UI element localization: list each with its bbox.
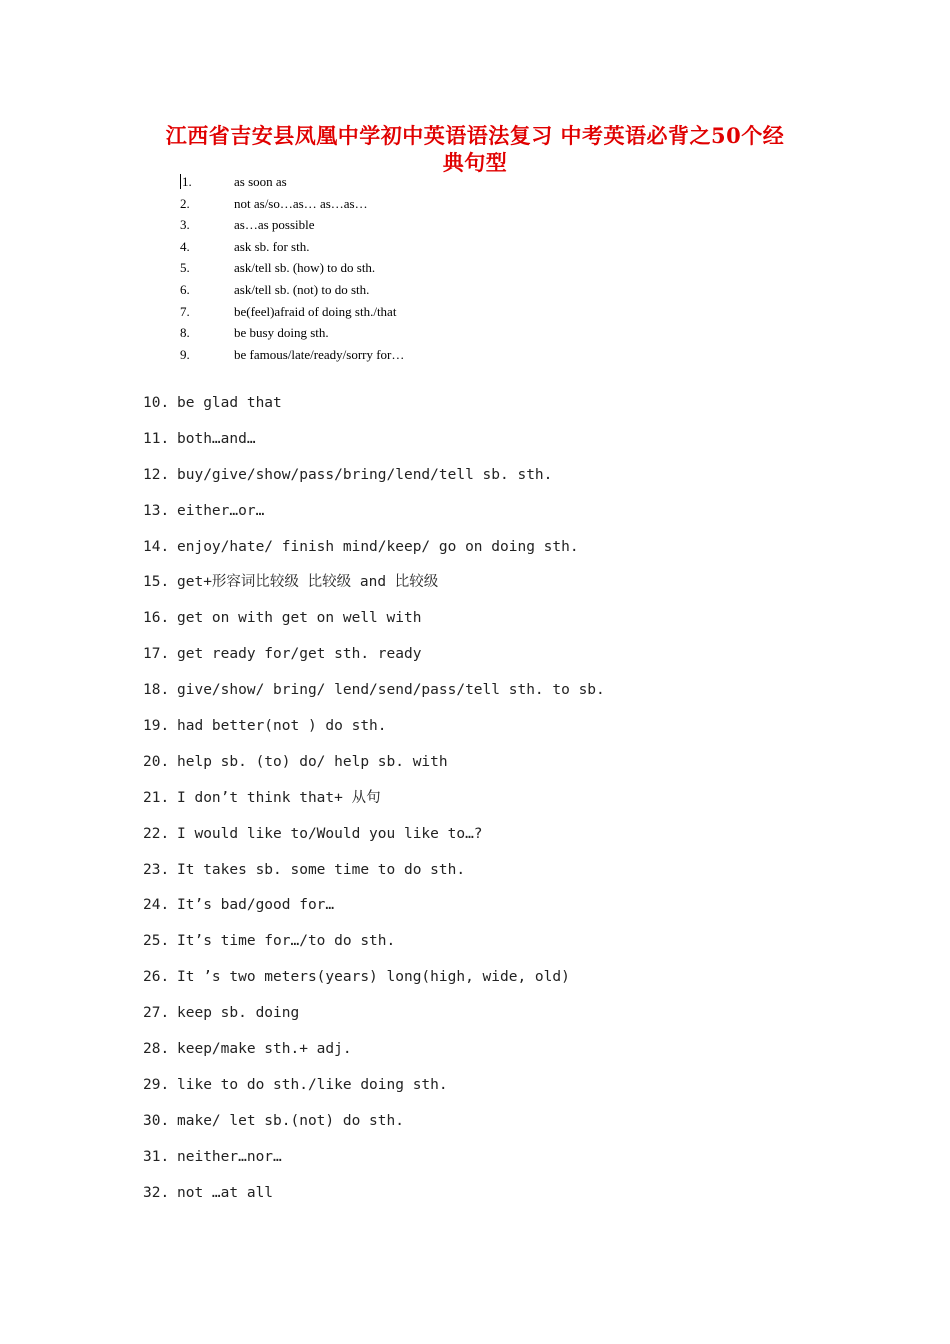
item-text: give/show/ bring/ lend/send/pass/tell sth. to sb. — [177, 682, 605, 699]
item-text: It’s time for…/to do sth. — [177, 933, 396, 950]
item-text: not as/so…as… as…as… — [234, 195, 368, 211]
item-number: 27. — [143, 1005, 170, 1022]
item-number: 2. — [180, 195, 190, 211]
item-text: ask/tell sb. (not) to do sth. — [234, 281, 370, 297]
item-text: ask sb. for sth. — [234, 238, 310, 254]
item-number: 19. — [143, 718, 170, 735]
item-text: ask/tell sb. (how) to do sth. — [234, 260, 376, 276]
item-text: be busy doing sth. — [234, 325, 329, 341]
list-item — [143, 856, 863, 892]
list-item — [143, 963, 863, 999]
item-text: It takes sb. some time to do sth. — [177, 861, 466, 878]
item-text: make/ let sb.(not) do sth. — [177, 1112, 404, 1129]
item-text: get on with get on well with — [177, 610, 422, 627]
item-text: I don’t think that+ 从句 — [177, 789, 381, 806]
list-item — [180, 171, 580, 193]
item-number: 24. — [143, 897, 170, 914]
list-item — [180, 236, 580, 258]
item-number: 1. — [182, 174, 192, 189]
item-number: 11. — [143, 430, 170, 447]
item-text: neither…nor… — [177, 1148, 282, 1165]
list-item — [143, 533, 863, 569]
item-number: 4. — [180, 238, 190, 254]
item-number: 6. — [180, 281, 190, 297]
list-item — [143, 927, 863, 963]
item-text: I would like to/Would you like to…? — [177, 825, 483, 842]
list-item — [180, 214, 580, 236]
list-item — [143, 497, 863, 533]
list-item — [180, 193, 580, 215]
item-number: 32. — [143, 1184, 170, 1201]
item-number: 29. — [143, 1076, 170, 1093]
text-cursor — [180, 174, 181, 189]
list-item — [143, 784, 863, 820]
item-text: either…or… — [177, 502, 265, 519]
item-number: 8. — [180, 325, 190, 341]
sentence-list-part2 — [143, 389, 863, 1214]
list-item — [143, 461, 863, 497]
list-item — [143, 891, 863, 927]
item-number: 10. — [143, 395, 170, 411]
list-item — [180, 279, 580, 301]
list-item — [143, 604, 863, 640]
item-text: had better(not ) do sth. — [177, 718, 387, 735]
list-item — [143, 1143, 863, 1179]
item-text: be famous/late/ready/sorry for… — [234, 346, 405, 362]
list-item — [143, 712, 863, 748]
item-number: 16. — [143, 610, 170, 627]
item-text: like to do sth./like doing sth. — [177, 1076, 448, 1093]
item-number: 15. — [143, 574, 170, 591]
item-text: keep/make sth.+ adj. — [177, 1041, 352, 1058]
list-item — [143, 425, 863, 461]
item-number: 30. — [143, 1112, 170, 1129]
item-text: enjoy/hate/ finish mind/keep/ go on doing sth. — [177, 538, 579, 555]
item-text: be(feel)afraid of doing sth./that — [234, 303, 397, 319]
item-number: 20. — [143, 753, 170, 770]
list-item — [143, 1107, 863, 1143]
item-text: both…and… — [177, 430, 256, 447]
item-text: not …at all — [177, 1184, 274, 1201]
item-number: 9. — [180, 346, 190, 362]
list-item — [180, 322, 580, 344]
list-item — [143, 999, 863, 1035]
item-number: 22. — [143, 825, 170, 842]
item-number: 3. — [180, 217, 190, 233]
list-item — [143, 820, 863, 856]
item-text: help sb. (to) do/ help sb. with — [177, 753, 448, 770]
item-number: 25. — [143, 933, 170, 950]
item-number: 12. — [143, 466, 170, 483]
list-item — [143, 640, 863, 676]
item-text: as…as possible — [234, 217, 315, 233]
list-item — [180, 344, 580, 366]
item-number: 18. — [143, 682, 170, 699]
item-number: 21. — [143, 789, 170, 806]
item-text: as soon as — [234, 174, 287, 189]
list-item — [180, 301, 580, 323]
title-line-1: 江西省吉安县凤凰中学初中英语语法复习 中考英语必背之50个经 — [165, 123, 785, 148]
item-text: get ready for/get sth. ready — [177, 646, 422, 663]
item-text: It’s bad/good for… — [177, 897, 335, 914]
item-number: 28. — [143, 1041, 170, 1058]
item-number: 17. — [143, 646, 170, 663]
title-line-2: 典句型 — [442, 150, 508, 175]
item-number: 13. — [143, 502, 170, 519]
list-item — [143, 676, 863, 712]
list-item — [143, 748, 863, 784]
list-item — [143, 1035, 863, 1071]
item-number: 26. — [143, 969, 170, 986]
item-number: 31. — [143, 1148, 170, 1165]
item-text: It ’s two meters(years) long(high, wide, old) — [177, 969, 570, 986]
sentence-list-part1 — [180, 171, 580, 365]
list-item — [143, 1179, 863, 1215]
list-item — [180, 257, 580, 279]
item-number: 23. — [143, 861, 170, 878]
item-number: 7. — [180, 303, 190, 319]
item-number: 14. — [143, 538, 170, 555]
item-text: get+形容词比较级 比较级 and 比较级 — [177, 574, 439, 591]
document-title — [140, 122, 810, 176]
item-text: keep sb. doing — [177, 1005, 300, 1022]
list-item — [143, 389, 863, 425]
list-item — [143, 1071, 863, 1107]
item-number: 5. — [180, 260, 190, 276]
item-text: buy/give/show/pass/bring/lend/tell sb. sth. — [177, 466, 553, 483]
item-text: be glad that — [177, 395, 282, 411]
list-item — [143, 568, 863, 604]
